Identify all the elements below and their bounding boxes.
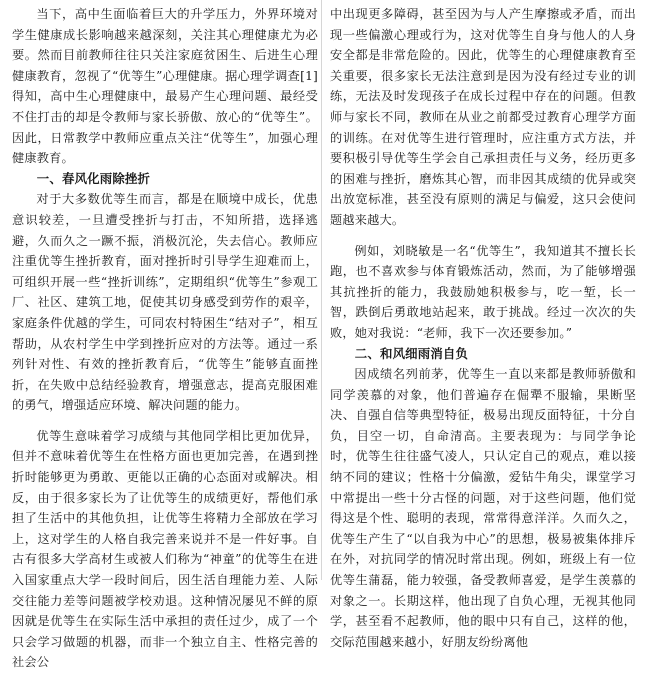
section-heading-2: 二、和风细雨消自负 — [354, 345, 469, 361]
continued-paragraph: 中出现更多障碍，甚至因为与人产生摩擦或矛盾，而出现一些偏激心理或行为，这对优等生自身与他人的人身安全都是非常危险的。因此，优等生的心理健康教育至关重要，很多家长无法注意到是因为没有经过专业的训练，无法及时发现孩子在成长过程中存在的问题。但教师与家长不同，教师在从业之前都受过教育心理学方面的训练。在对优等生进行管理时，应注重方式方法，并要积极引导优等生学会自己承担责任与义务，经历更多的困难与挫折，磨炼其心智，而非因其成绩的优异或突出放宽标准，甚至没有原则的满足与偏爱，这只会使问题越来越大。 — [330, 7, 636, 227]
paragraph-gap — [330, 231, 636, 241]
body-paragraph: 优等生意味着学习成绩与其他同学相比更加优异，但并不意味着优等生在性格方面也更加完善，在遇到挫折时能够更为勇敢、更能以正确的心态面对或解决。相反，由于很多家长为了让优等生的成绩更好，帮他们承担了生活中的其他负担，让优等生将精力全部放在学习上，这对学生的人格自我完善来说并不是一件好事。自古有很多大学高材生或被人们称为“神童”的优等生在进入国家重点大学一段时间后，因生活自理能力差、人际交往能力差等问题被学校劝退。这种情况屡见不鲜的原因就是优等生在实际生活中承担的责任过少，成了一个只会学习做题的机器，而非一个独立自主、性格完善的社会公 — [12, 428, 318, 670]
right-column — [330, 4, 636, 652]
column-divider — [321, 0, 322, 580]
left-column — [12, 4, 318, 673]
example-paragraph: 例如，刘晓敏是一名“优等生”，我知道其不擅长长跑，也不喜欢参与体育锻炼活动，然而，为了能够增强其抗挫折的能力，我鼓励她积极参与，吃一堑，长一智，跌倒后勇敢地站起来，敢于挑战。经过一次次的失败，她对我说：“老师，我下一次还要参加。” — [330, 243, 636, 340]
body-paragraph: 因成绩名列前茅，优等生一直以来都是教师骄傲和同学羡慕的对象，他们普遍存在倔犟不服输，果断坚决、自强自信等典型特征，极易出现反面特征，十分自负，目空一切，自命清高。主要表现为：与同学争论时，优等生往往盛气凌人，只认定自己的观点，难以接纳不同的建议；性格十分偏激，爱钻牛角尖，课堂学习中常提出一些十分古怪的问题，对于这些问题，他们觉得这是个性、聪明的表现，常常得意洋洋。久而久之，优等生产生了“以自我为中心”的思想，极易被集体排斥在外，对抗同学的情况时常出现。例如，班级上有一位优等生蒲磊，能力较强，备受教师喜爱，是学生羡慕的对象之一。长期这样，他出现了自负心理，无视其他同学，甚至看不起教师，他的眼中只有自己，这样的他，交际范围越来越小，好朋友纷纷离他 — [330, 367, 636, 649]
section-heading-1: 一、春风化雨除挫折 — [36, 170, 151, 186]
body-paragraph: 对于大多数优等生而言，都是在顺境中成长，优患意识较差，一旦遭受挫折与打击，不知所措，选择逃避，久而久之一蹶不振，消极沉沦，失去信心。教师应注重优等生挫折教育，面对挫折时引导学生迎难而上，可组织开展一些“挫折训练”，定期组织“优等生”参观工厂、社区、建筑工地，促使其切身感受到劳作的艰辛，家庭条件优越的学生，可同农村特困生“结对子”，相互帮助，从农村学生中学到挫折应对的方法等。通过一系列针对性、有效的挫折教育后，“优等生”能够直面挫折，在失败中总结经验教育，增强意志，提高克服困难的勇气，增强适应环境、解决问题的能力。 — [12, 192, 318, 413]
paragraph-gap — [12, 416, 318, 426]
intro-paragraph: 当下，高中生面临着巨大的升学压力，外界环境对学生健康成长影响越来越深刻，关注其心理健康尤为必要。然而目前教师往往只关注家庭贫困生、后进生心理健康教育，忽视了“优等生”心理健康。据心理学调查[1]得知，高中生心理健康中，最易产生心理问题、最经受不住打击的却是令教师与家长骄傲、放心的“优等生”。因此，日常教学中教师应重点关注“优等生”，加强心理健康教育。 — [12, 7, 318, 166]
